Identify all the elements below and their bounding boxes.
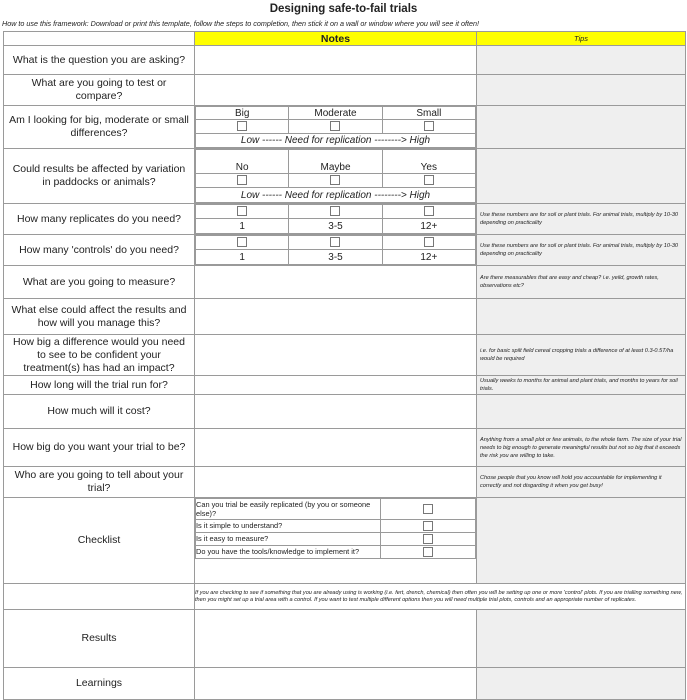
big-diff-notes[interactable]: [195, 335, 477, 376]
cost-tip: [477, 395, 686, 429]
controls-option: 3-5: [289, 250, 382, 265]
checklist-note-blank: [4, 584, 195, 610]
header-row: [4, 32, 686, 46]
cost-label: How much will it cost?: [4, 395, 195, 429]
replicates-label: How many replicates do you need?: [4, 204, 195, 235]
variation-yes-checkbox[interactable]: [424, 175, 434, 185]
trial-size-tip: Anything from a small plot or few animals, to the whole farm. The size of your trial needs to big enough to generate meaningful results but not so big that it exceeds the risk you are willing to take.: [477, 429, 686, 467]
variation-notes: [195, 149, 477, 204]
controls-tip: Use these numbers are for soil or plant trials. For animal trials, multiply by 10-30 depending on practicality: [477, 235, 686, 266]
checklist-note: If you are checking to see if something that you are already using is working (i.e. fert, drench, chemical) then often you will be setting up one or more 'control' plots. If you are trialling something new, then you might set up a trial area with a control. If you want to test multiple different options then you will need multiple trial plots, controls and an appropriate number of replicates.: [195, 584, 686, 610]
learnings-label: Learnings: [4, 668, 195, 700]
variation-maybe-checkbox[interactable]: [330, 175, 340, 185]
checklist-replicated-checkbox[interactable]: [423, 504, 433, 514]
else-affect-notes[interactable]: [195, 299, 477, 335]
size-option-label: Small: [382, 107, 475, 120]
size-big-checkbox[interactable]: [237, 121, 247, 131]
else-affect-tip: [477, 299, 686, 335]
size-diff-notes: [195, 106, 477, 149]
checklist-item-label: Is it simple to understand?: [196, 520, 381, 533]
replication-scale: Low ------ Need for replication --------> High: [196, 188, 476, 203]
row-checklist: [4, 498, 686, 584]
variation-tip: [477, 149, 686, 204]
test-label: What are you going to test or compare?: [4, 75, 195, 106]
replicates-option: 12+: [382, 219, 475, 234]
row-cost: [4, 395, 686, 429]
row-replicates: [4, 204, 686, 235]
replicates-3-5-checkbox[interactable]: [330, 206, 340, 216]
replicates-12-checkbox[interactable]: [424, 206, 434, 216]
checklist-label: Checklist: [4, 498, 195, 584]
size-moderate-checkbox[interactable]: [330, 121, 340, 131]
tell-label: Who are you going to tell about your trial?: [4, 467, 195, 498]
checklist-item: [196, 546, 476, 559]
checklist-tools-checkbox[interactable]: [423, 547, 433, 557]
size-diff-tip: [477, 106, 686, 149]
controls-1-checkbox[interactable]: [237, 237, 247, 247]
controls-12-checkbox[interactable]: [424, 237, 434, 247]
row-variation: [4, 149, 686, 204]
row-measure: [4, 266, 686, 299]
how-long-label: How long will the trial run for?: [4, 376, 195, 395]
replicates-tip: Use these numbers are for soil or plant trials. For animal trials, multiply by 10-30 depending on practicality: [477, 204, 686, 235]
row-results: [4, 610, 686, 668]
variation-label: Could results be affected by variation in paddocks or animals?: [4, 149, 195, 204]
results-tip: [477, 610, 686, 668]
controls-3-5-checkbox[interactable]: [330, 237, 340, 247]
controls-label: How many 'controls' do you need?: [4, 235, 195, 266]
controls-notes: [195, 235, 477, 266]
checklist-simple-checkbox[interactable]: [423, 521, 433, 531]
checklist-tip: [477, 498, 686, 584]
tell-notes[interactable]: [195, 467, 477, 498]
question-label: What is the question you are asking?: [4, 46, 195, 75]
replicates-option: 3-5: [289, 219, 382, 234]
size-small-checkbox[interactable]: [424, 121, 434, 131]
row-how-long: [4, 376, 686, 395]
checklist-item: [196, 499, 476, 520]
else-affect-label: What else could affect the results and how will you manage this?: [4, 299, 195, 335]
checklist-item: [196, 533, 476, 546]
row-size-diff: [4, 106, 686, 149]
cost-notes[interactable]: [195, 395, 477, 429]
page-title: Designing safe-to-fail trials: [269, 3, 418, 15]
checklist-item-label: Do you have the tools/knowledge to implement it?: [196, 546, 381, 559]
variation-option-label: Yes: [382, 150, 475, 174]
question-tip: [477, 46, 686, 75]
header-blank: [4, 32, 195, 46]
learnings-notes[interactable]: [195, 668, 477, 700]
checklist-item-label: Can you trial be easily replicated (by you or someone else)?: [196, 499, 381, 520]
replication-scale: Low ------ Need for replication --------> High: [196, 134, 476, 148]
checklist-item: [196, 520, 476, 533]
replicates-1-checkbox[interactable]: [237, 206, 247, 216]
variation-no-checkbox[interactable]: [237, 175, 247, 185]
replicates-option: 1: [196, 219, 289, 234]
size-option-label: Moderate: [289, 107, 382, 120]
results-notes[interactable]: [195, 610, 477, 668]
variation-option-label: No: [196, 150, 289, 174]
big-diff-tip: i.e. for basic spilt field cereal cropping trials a difference of at least 0.3-0.5T/ha would be required: [477, 335, 686, 376]
trial-template-table: [3, 31, 686, 700]
question-notes[interactable]: [195, 46, 477, 75]
measure-tip: Are there measurables that are easy and cheap? i.e. yeild, growth rates, observations etc?: [477, 266, 686, 299]
header-notes: Notes: [195, 32, 477, 46]
intro-text: How to use this framework: Download or print this template, follow the steps to completion, then stick it on a wall or window where you will see it often!: [2, 19, 479, 28]
row-checklist-note: [4, 584, 686, 610]
row-big-diff: [4, 335, 686, 376]
row-test: [4, 75, 686, 106]
test-notes[interactable]: [195, 75, 477, 106]
results-label: Results: [4, 610, 195, 668]
header-tips: Tips: [477, 32, 686, 46]
how-long-notes[interactable]: [195, 376, 477, 395]
trial-size-notes[interactable]: [195, 429, 477, 467]
variation-option-label: Maybe: [289, 150, 382, 174]
big-diff-label: How big a difference would you need to see to be confident your treatment(s) has had an impact?: [4, 335, 195, 376]
row-question: [4, 46, 686, 75]
row-else-affect: [4, 299, 686, 335]
controls-option: 12+: [382, 250, 475, 265]
trial-size-label: How big do you want your trial to be?: [4, 429, 195, 467]
row-trial-size: [4, 429, 686, 467]
checklist-item-label: Is it easy to measure?: [196, 533, 381, 546]
row-learnings: [4, 668, 686, 700]
tell-tip: Chose people that you know will hold you accountable for implementing it correctly and not disgarding it when you get busy!: [477, 467, 686, 498]
size-diff-label: Am I looking for big, moderate or small differences?: [4, 106, 195, 149]
measure-notes[interactable]: [195, 266, 477, 299]
measure-label: What are you going to measure?: [4, 266, 195, 299]
learnings-tip: [477, 668, 686, 700]
controls-option: 1: [196, 250, 289, 265]
test-tip: [477, 75, 686, 106]
size-option-label: Big: [196, 107, 289, 120]
row-tell: [4, 467, 686, 498]
replicates-notes: [195, 204, 477, 235]
row-controls: [4, 235, 686, 266]
how-long-tip: Usually weeks to months for animal and plant trials, and months to years for soil trials.: [477, 376, 686, 395]
checklist-notes: [195, 498, 477, 584]
checklist-measure-checkbox[interactable]: [423, 534, 433, 544]
